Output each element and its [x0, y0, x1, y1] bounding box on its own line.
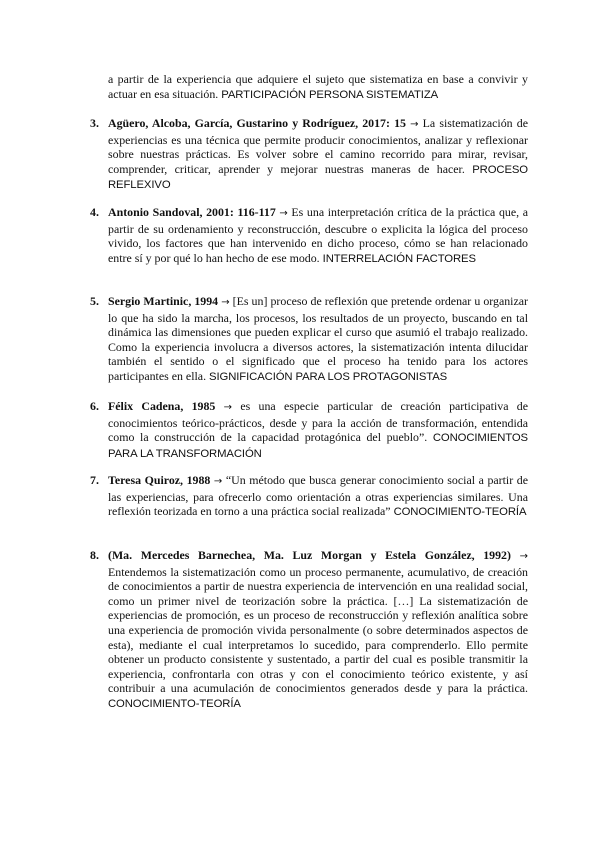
arrow-icon: → — [223, 402, 233, 413]
item-body: es una especie particular de creación participativa de conocimientos teórico-prácticos, desde y para la acción de transformación, entendida como la construcción de la capacidad protagónica del pueblo”. — [108, 399, 528, 445]
item-tag: CONOCIMIENTO-TEORÍA — [393, 506, 527, 519]
arrow-icon: → — [519, 551, 528, 562]
item-author: Agüero, Alcoba, García, Gustarino y Rodríguez, 2017: 15 — [108, 116, 406, 130]
list-item — [108, 116, 528, 193]
item-author: Teresa Quiroz, 1988 — [108, 473, 211, 487]
list-item — [108, 548, 528, 712]
arrow-icon: → — [213, 476, 223, 487]
item-number: 3. — [90, 116, 99, 130]
item-number: 5. — [90, 294, 99, 308]
item-body: Entendemos la sistematización como un proceso permanente, acumulativo, de creación de conocimientos a partir de nuestra experiencia de intervención en una realidad social, como un primer nivel de teorización sobre la práctica. […] La sistematización de experiencias de promoción, es un proceso de reconstrucción y reflexión analítica sobre una experiencia de promoción vivida personalmente (o sobre determinados aspectos de esta), mediante el cual interpretamos lo sucedido, para comprenderlo. Ello permite obtener un producto consistente y sustentado, a partir del cual es posible transmitir la experiencia, confrontarla con otras y con el conocimiento teórico existente, y así contribuir a una acumulación de conocimientos generados desde y para la práctica. — [108, 564, 528, 696]
item-tag: SIGNIFICACIÓN PARA LOS PROTAGONISTAS — [209, 370, 448, 383]
item-body: La sistematización de experiencias es una técnica que permite producir conocimientos, analizar y reflexionar sobre nuestras prácticas. Es volver sobre el camino recorrido para mirar, revisar, comprender, criticar, aprender y mejorar nuestras maneras de hacer. — [108, 116, 528, 176]
list-item — [108, 399, 528, 461]
item-number: 7. — [90, 473, 99, 487]
item-author: (Ma. Mercedes Barnechea, Ma. Luz Morgan y Estela González, 1992) — [108, 548, 511, 562]
arrow-icon: → — [410, 119, 419, 130]
item-number: 4. — [90, 205, 99, 219]
item-body: a partir de la experiencia que adquiere el sujeto que sistematiza en base a convivir y actuar en esa situación. — [108, 72, 528, 101]
list-item — [108, 294, 528, 385]
item-body: “Un método que busca generar conocimiento social a partir de las experiencias, para ofrecerlo como orientación a otras experiencias similares. Una reflexión teorizada en torno a una práctica social realizada” — [108, 473, 528, 519]
item-author: Sergio Martinic, 1994 — [108, 294, 219, 308]
list-item — [108, 205, 528, 266]
item-tag: PARTICIPACIÓN PERSONA SISTEMATIZA — [221, 88, 439, 101]
item-tag: PROCESO REFLEXIVO — [108, 163, 528, 192]
item-body: Es una interpretación crítica de la práctica que, a partir de su ordenamiento y reconstrucción, descubre o explicita la lógica del proceso vivido, los factores que han intervenido en dicho proceso, cómo se han relacionado entre sí y por qué lo han hecho de ese modo. — [108, 205, 528, 265]
item-author: Antonio Sandoval, 2001: 116-117 — [108, 205, 276, 219]
item-body: [Es un] proceso de reflexión que pretende ordenar u organizar lo que ha sido la marcha, los procesos, los resultados de un proyecto, buscando en tal dinámica las dimensiones que pueden explicar el curso que asumió el trabajo realizado. Como la experiencia involucra a diversos actores, la sistematización intenta dilucidar también el sentido o el significado que el proceso ha tenido para los actores participantes en ella. — [108, 294, 528, 383]
item-tag: CONOCIMIENTO-TEORÍA — [108, 697, 241, 710]
arrow-icon: → — [279, 208, 288, 219]
item-number: 6. — [90, 399, 99, 413]
item-number: 8. — [90, 548, 99, 562]
list-item — [108, 473, 528, 520]
item-tag: INTERRELACIÓN FACTORES — [322, 252, 476, 265]
arrow-icon: → — [221, 297, 230, 308]
item-author: Félix Cadena, 1985 — [108, 399, 216, 413]
continuation-paragraph — [108, 72, 528, 102]
item-tag: CONOCIMIENTOS PARA LA TRANSFORMACIÓN — [108, 432, 528, 460]
